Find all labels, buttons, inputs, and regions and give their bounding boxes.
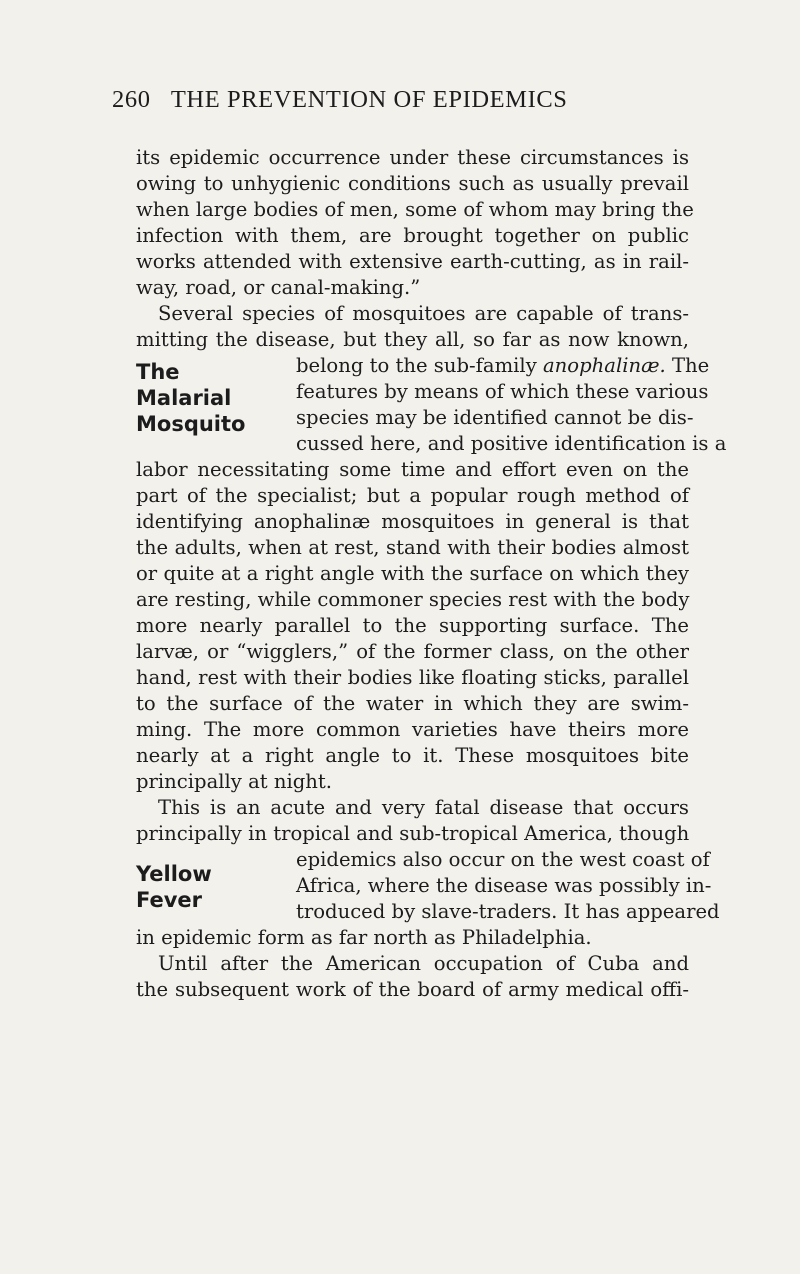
side-note-the: The [136, 360, 180, 384]
text-line: hand, rest with their bodies like floating sticks, parallel [136, 666, 689, 689]
text-line: species may be identified cannot be dis- [296, 406, 694, 429]
text-line: Several species of mosquitoes are capable of trans- [158, 302, 689, 325]
text-line: infection with them, are brought together on public [136, 224, 689, 247]
text-line: way, road, or canal-making.” [136, 276, 421, 299]
text-line: its epidemic occurrence under these circumstances is [136, 146, 689, 169]
side-note-malarial: Malarial [136, 386, 232, 410]
text-line [296, 354, 710, 377]
text-line: identifying anophalinæ mosquitoes in general is that [136, 510, 689, 533]
text-line: more nearly parallel to the supporting surface. The [136, 614, 689, 637]
text-line: works attended with extensive earth-cutting, as in rail- [136, 250, 689, 273]
text-line: or quite at a right angle with the surface on which they [136, 562, 689, 585]
text-fragment: belong to the sub-family [296, 354, 537, 377]
text-line: the subsequent work of the board of army medical offi- [136, 978, 689, 1001]
text-line: features by means of which these various [296, 380, 709, 403]
running-header [112, 86, 568, 114]
text-line: troduced by slave-traders. It has appeared [296, 900, 720, 923]
text-line: labor necessitating some time and effort even on the [136, 458, 689, 481]
text-line: to the surface of the water in which they are swim- [136, 692, 689, 715]
text-line: epidemics also occur on the west coast of [296, 848, 710, 871]
text-line: principally at night. [136, 770, 333, 793]
text-line: mitting the disease, but they all, so far as now known, [136, 328, 689, 351]
page-number: 260 [112, 86, 151, 113]
text-line: principally in tropical and sub-tropical America, though [136, 822, 690, 845]
text-line: ming. The more common varieties have theirs more [136, 718, 689, 741]
text-line: Until after the American occupation of Cuba and [158, 952, 689, 975]
text-line: the adults, when at rest, stand with their bodies almost [136, 536, 689, 559]
running-title: THE PREVENTION OF EPIDEMICS [170, 86, 568, 113]
text-line: This is an acute and very fatal disease that occurs [158, 796, 689, 819]
italic-term: anophalinæ. [543, 354, 666, 377]
text-line: in epidemic form as far north as Philadelphia. [136, 926, 592, 949]
text-fragment: The [671, 354, 710, 377]
text-line: cussed here, and positive identification is a [296, 432, 727, 455]
side-note-yellow: Yellow [136, 862, 212, 886]
text-line: Africa, where the disease was possibly in- [296, 874, 712, 897]
text-line: are resting, while commoner species rest with the body [136, 588, 690, 611]
text-line: part of the specialist; but a popular rough method of [136, 484, 689, 507]
text-line: owing to unhygienic conditions such as usually prevail [136, 172, 689, 195]
side-note-mosquito: Mosquito [136, 412, 246, 436]
text-line: when large bodies of men, some of whom may bring the [136, 198, 694, 221]
side-note-fever: Fever [136, 888, 203, 912]
text-line: larvæ, or “wigglers,” of the former class, on the other [136, 640, 689, 663]
text-line: nearly at a right angle to it. These mosquitoes bite [136, 744, 689, 767]
